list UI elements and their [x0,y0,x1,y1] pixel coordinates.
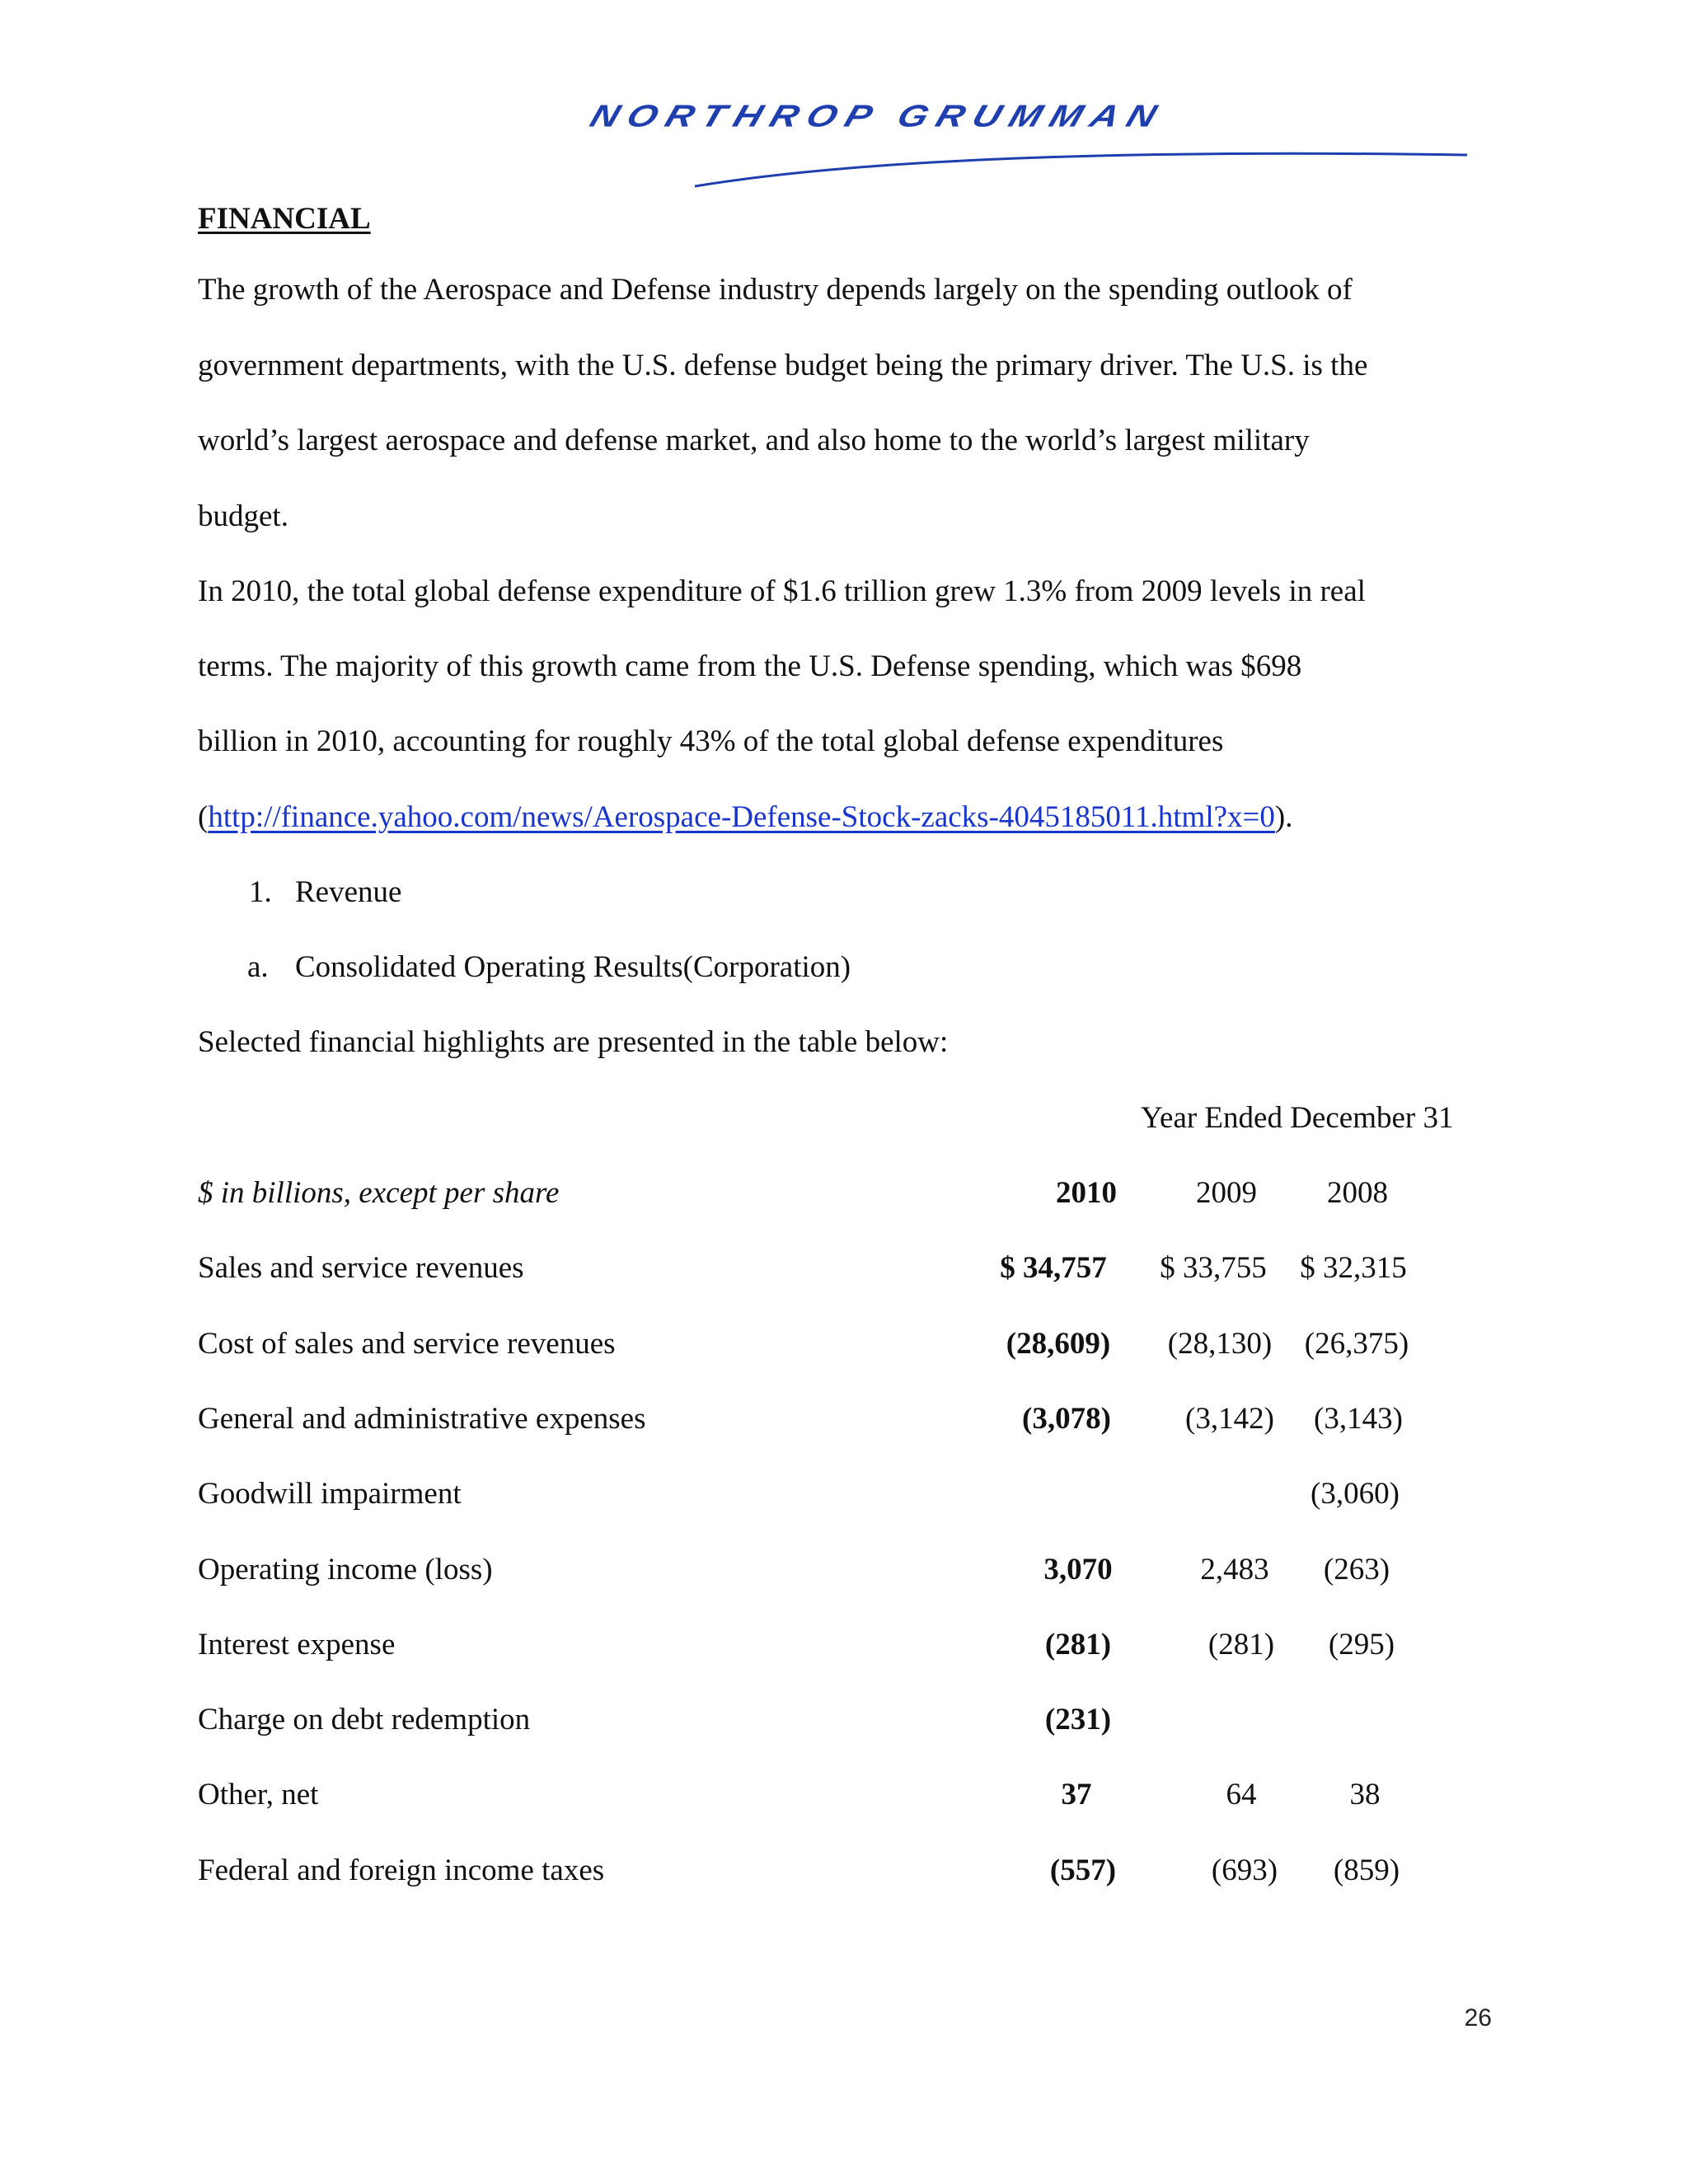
row-label: Operating income (loss) [198,1553,493,1586]
cell-2008: $ 32,315 [1300,1251,1407,1285]
list-item-revenue: Revenue [295,875,402,909]
cell-2009: $ 33,755 [1160,1251,1267,1285]
list-marker: 1. [249,875,272,909]
citation-open-paren: ( [198,800,209,834]
row-label: Goodwill impairment [198,1477,462,1511]
paragraph-line: budget. [198,499,288,533]
cell-2008: (263) [1323,1553,1390,1586]
paragraph-line: terms. The majority of this growth came from the U.S. Defense spending, which was $698 [198,649,1302,683]
row-label: Federal and foreign income taxes [198,1854,605,1887]
column-header-2009: 2009 [1196,1176,1257,1210]
row-label: Charge on debt redemption [198,1703,531,1736]
cell-2009: (28,130) [1167,1327,1273,1361]
cell-2008: 38 [1349,1778,1381,1811]
row-label: Sales and service revenues [198,1251,524,1285]
cell-2008: (3,060) [1311,1477,1400,1511]
company-logo [585,97,1471,180]
page-number: 26 [1464,2004,1492,2032]
row-label: Cost of sales and service revenues [198,1327,616,1361]
cell-2008: (859) [1333,1854,1400,1887]
cell-2010: (28,609) [1006,1327,1111,1361]
cell-2010: (231) [1044,1703,1112,1736]
list-marker: a. [247,950,269,984]
cell-2010: 37 [1061,1778,1092,1811]
cell-2009: (281) [1207,1628,1275,1661]
column-header-2010: 2010 [1056,1176,1117,1210]
citation-close: ). [1274,800,1293,834]
table-unit-label: $ in billions, except per share [198,1176,560,1210]
table-period-header: Year Ended December 31 [1141,1101,1454,1135]
cell-2010: $ 34,757 [1000,1251,1107,1285]
logo-wordmark: NORTHROP GRUMMAN [585,97,1170,134]
cell-2010: 3,070 [1043,1553,1113,1586]
paragraph-line: In 2010, the total global defense expenditure of $1.6 trillion grew 1.3% from 2009 levels in real [198,574,1366,608]
column-header-2008: 2008 [1327,1176,1388,1210]
source-link[interactable]: http://finance.yahoo.com/news/Aerospace-Defense-Stock-zacks-4045185011.html?x=0 [208,800,1275,834]
paragraph-line: The growth of the Aerospace and Defense industry depends largely on the spending outlook of [198,273,1353,307]
paragraph-line: billion in 2010, accounting for roughly 43% of the total global defense expenditures [198,724,1224,758]
cell-2009: (3,142) [1185,1402,1274,1436]
cell-2010: (281) [1044,1628,1112,1661]
cell-2010: (557) [1049,1854,1117,1887]
row-label: Other, net [198,1778,319,1811]
row-label: Interest expense [198,1628,396,1661]
row-label: General and administrative expenses [198,1402,646,1436]
cell-2008: (26,375) [1304,1327,1409,1361]
table-intro: Selected financial highlights are presented in the table below: [198,1025,949,1059]
list-item-consolidated-results: Consolidated Operating Results(Corporation) [295,950,851,984]
cell-2009: (693) [1211,1854,1278,1887]
paragraph-line: world’s largest aerospace and defense market, and also home to the world’s largest military [198,424,1310,457]
cell-2008: (3,143) [1314,1402,1403,1436]
section-heading: FINANCIAL [198,202,371,236]
cell-2008: (295) [1328,1628,1395,1661]
paragraph-line: government departments, with the U.S. defense budget being the primary driver. The U.S. is the [198,349,1368,382]
cell-2009: 64 [1226,1778,1257,1811]
cell-2009: 2,483 [1200,1553,1269,1586]
source-citation [198,799,1292,836]
cell-2010: (3,078) [1022,1402,1111,1436]
